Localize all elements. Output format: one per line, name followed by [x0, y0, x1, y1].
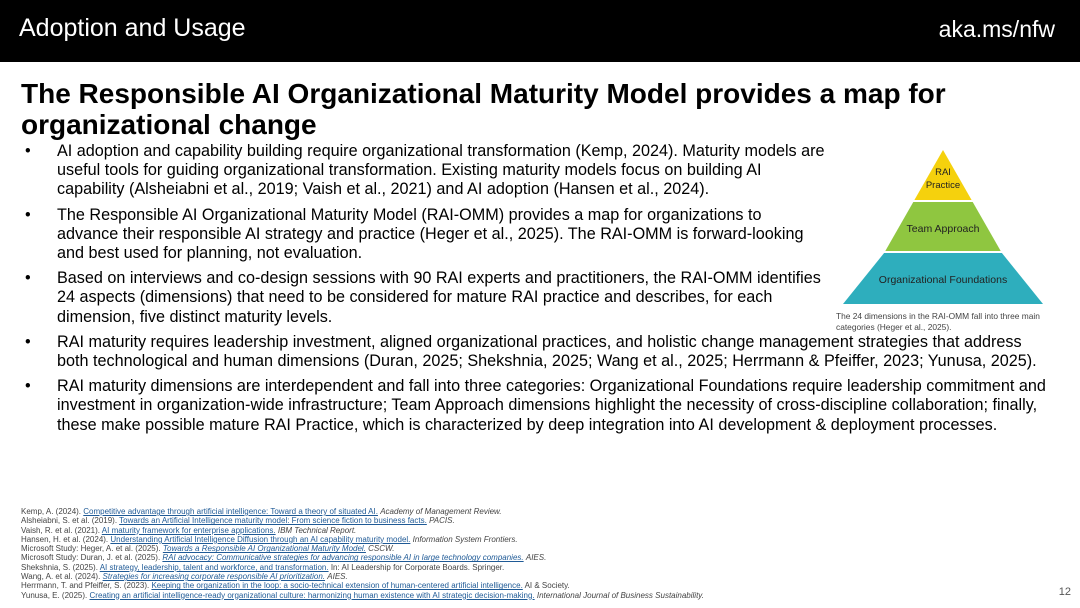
reference-link[interactable]: Creating an artificial intelligence-ready organizational culture: harmonizing human existence with AI strategic decision-making. [89, 590, 535, 600]
reference-link[interactable]: Understanding Artificial Intelligence Diffusion through an AI capability maturity model. [110, 534, 411, 544]
bullet-dot: • [25, 205, 31, 224]
bullet-item [25, 333, 1057, 371]
bullet-text: AI adoption and capability building require organizational transformation (Kemp, 2024). Maturity models are useful tools for guiding organizational transformation. Existing maturity models focus on building AI capability (Alsheiabni et al., 2019; Vaish et al., 2021) and AI adoption (Hansen et al., 2024). [57, 142, 825, 199]
bullet-dot: • [25, 142, 31, 160]
reference-source: International Journal of Business Sustainability. [536, 590, 704, 600]
reference-link[interactable]: Competitive advantage through artificial intelligence: Toward a theory of situated AI. [83, 507, 378, 516]
reference-link[interactable]: Strategies for increasing corporate responsible AI prioritization. [102, 572, 326, 582]
reference-authors: Vaish, R. et al. (2021). [21, 525, 100, 535]
reference-authors: Yunusa, E. (2025). [21, 590, 88, 600]
reference-item [21, 553, 981, 562]
bullet-text: The Responsible AI Organizational Maturity Model (RAI-OMM) provides a map for organizations to advance their responsible AI strategy and practice (Heger et al., 2025). The RAI-OMM is forward-looking and best used for planning, not evaluation. [57, 205, 804, 263]
bullet-text: Based on interviews and co-design sessions with 90 RAI experts and practitioners, the RAI-OMM identifies 24 aspects (dimensions) that need to be considered for mature RAI practice and describes, for each dimension, five distinct maturity levels. [57, 269, 821, 326]
reference-item [21, 544, 981, 553]
reference-source: PACIS. [429, 516, 455, 526]
reference-link[interactable]: AI maturity framework for enterprise applications. [101, 525, 276, 535]
reference-source: AI & Society. [524, 581, 570, 591]
reference-authors: Microsoft Study: Duran, J. et al. (2025). [21, 553, 161, 563]
reference-link[interactable]: Towards a Responsible AI Organizational Maturity Model. [162, 544, 366, 554]
reference-item [21, 581, 981, 590]
reference-source: Academy of Management Review. [380, 507, 502, 516]
short-link[interactable]: aka.ms/nfw [938, 16, 1055, 42]
reference-item [21, 535, 981, 544]
bullet-dot: • [25, 332, 31, 351]
slide-title: The Responsible AI Organizational Maturity Model provides a map for organizational change [21, 78, 946, 140]
reference-item [21, 591, 981, 600]
reference-item [21, 516, 981, 525]
reference-authors: Kemp, A. (2024). [21, 507, 82, 516]
maturity-pyramid-diagram [843, 150, 1043, 304]
slide-header [0, 0, 1080, 62]
reference-item [21, 563, 981, 572]
reference-source: AIES. [327, 572, 348, 582]
reference-authors: Shekshnia, S. (2025). [21, 562, 98, 572]
reference-source: IBM Technical Report. [277, 525, 357, 535]
pyramid-label-top-line2: Practice [925, 180, 961, 191]
reference-link[interactable]: AI strategy, leadership, talent and workforce, and transformation. [99, 562, 329, 572]
pyramid-caption: The 24 dimensions in the RAI-OMM fall into three main categories (Heger et al., 2025). [836, 311, 1040, 332]
reference-authors: Microsoft Study: Heger, A. et al. (2025). [21, 544, 161, 554]
bullet-item [25, 269, 827, 327]
reference-authors: Herrmann, T. and Pfeiffer, S. (2023). [21, 581, 150, 591]
bullet-dot: • [25, 269, 31, 288]
bullet-item [25, 206, 827, 264]
bullet-text: RAI maturity dimensions are interdependent and fall into three categories: Organizational Foundations require leadership commitment and investment in organization-wide infrastructure; Team Approach dimensions highlight the necessity of cross-discipline collaboration; finally, these make possible mature RAI Practice, which is characterized by deep integration into AI development & deployment processes. [57, 377, 1046, 434]
reference-source: Information System Frontiers. [412, 534, 518, 544]
reference-item [21, 526, 981, 535]
reference-item [21, 507, 981, 516]
reference-source: AIES. [525, 553, 547, 563]
pyramid-label-bottom: Organizational Foundations [878, 274, 1008, 286]
pyramid-label-top-line1: RAI [935, 167, 951, 178]
bullet-text: RAI maturity requires leadership investment, aligned organizational practices, and holistic change management strategies that address both technological and human dimensions (Duran, 2025; Shekshnia, 2025; Wang et al., 2025; Herrmann & Pfeiffer, 2023; Yunusa, 2025). [57, 332, 1037, 371]
reference-authors: Hansen, H. et al. (2024). [21, 534, 109, 544]
reference-source: CSCW. [368, 544, 395, 554]
reference-link[interactable]: Keeping the organization in the loop: a socio-technical extension of human-centered artificial intelligence. [151, 581, 523, 591]
bullet-item [25, 377, 1057, 435]
section-title: Adoption and Usage [19, 14, 246, 42]
reference-source: In: AI Leadership for Corporate Boards. Springer. [330, 562, 505, 572]
pyramid-label-middle: Team Approach [906, 223, 980, 235]
reference-item [21, 572, 981, 581]
bullet-item [25, 142, 827, 200]
bullet-dot: • [25, 377, 31, 396]
reference-link[interactable]: RAI advocacy: Communicative strategies for advancing responsible AI in large technology companies. [162, 553, 524, 563]
reference-link[interactable]: Towards an Artificial Intelligence maturity model: From science fiction to business facts. [119, 516, 427, 526]
reference-authors: Wang, A. et al. (2024). [21, 572, 101, 582]
page-number: 12 [1058, 586, 1071, 598]
references-list [21, 507, 981, 600]
reference-authors: Alsheiabni, S. et al. (2019). [21, 516, 118, 526]
